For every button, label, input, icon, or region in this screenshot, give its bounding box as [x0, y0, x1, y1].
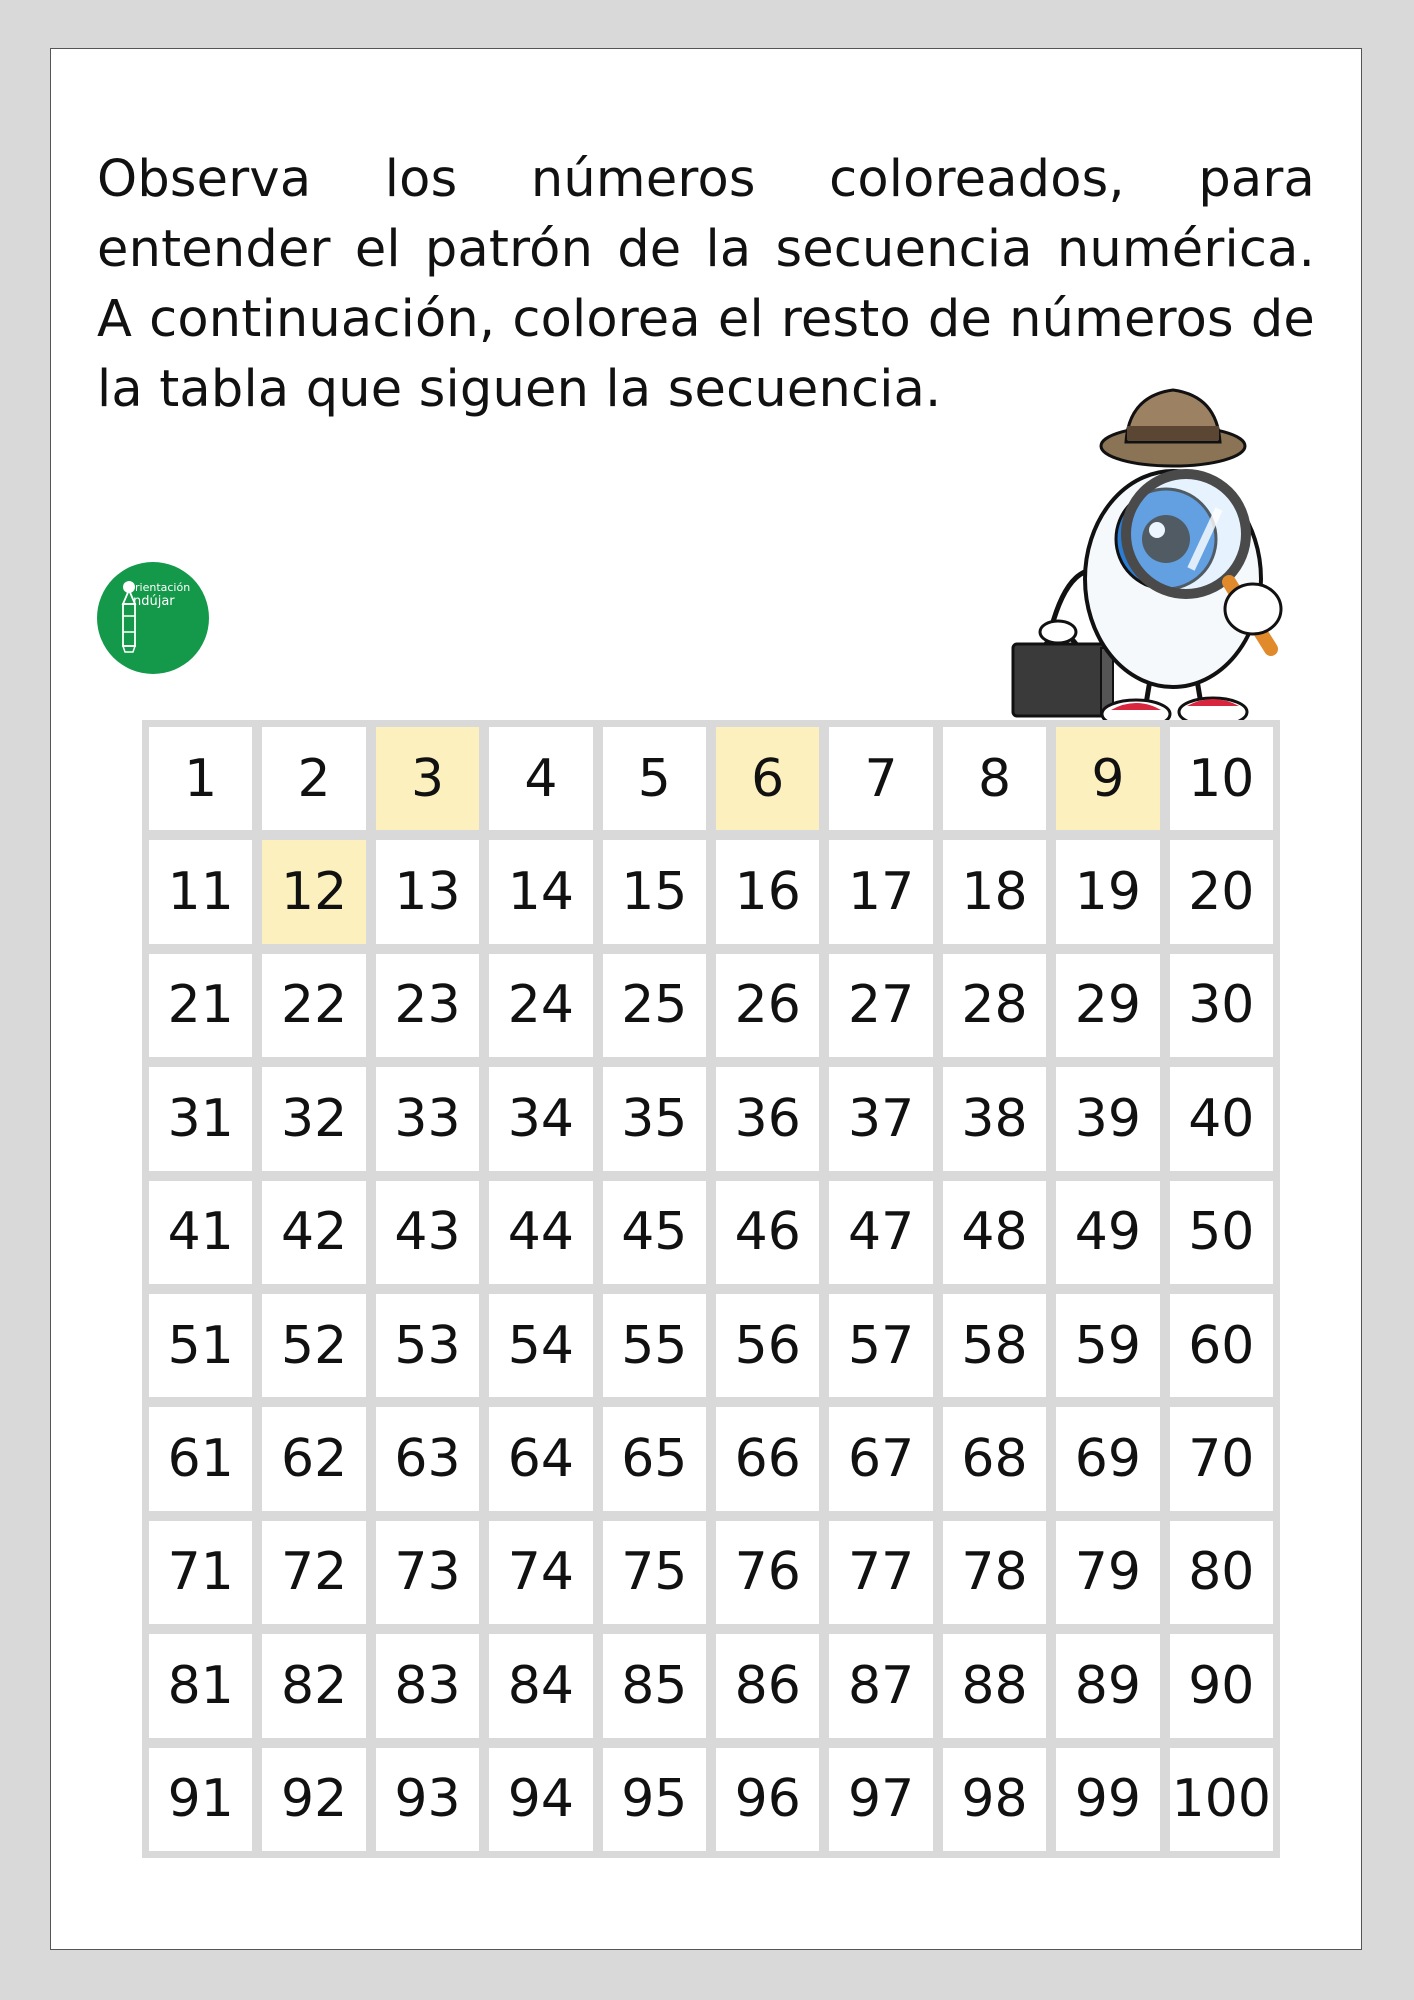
number-cell[interactable]: 78	[943, 1521, 1046, 1624]
number-cell[interactable]: 73	[376, 1521, 479, 1624]
number-cell[interactable]: 38	[943, 1067, 1046, 1170]
number-cell[interactable]: 17	[829, 840, 932, 943]
number-cell[interactable]: 59	[1056, 1294, 1159, 1397]
number-cell[interactable]: 41	[149, 1181, 252, 1284]
number-cell[interactable]: 23	[376, 954, 479, 1057]
number-cell[interactable]: 64	[489, 1407, 592, 1510]
number-cell[interactable]: 63	[376, 1407, 479, 1510]
number-cell[interactable]: 19	[1056, 840, 1159, 943]
number-cell[interactable]: 52	[262, 1294, 365, 1397]
number-cell[interactable]: 71	[149, 1521, 252, 1624]
number-cell[interactable]: 21	[149, 954, 252, 1057]
number-cell[interactable]: 53	[376, 1294, 479, 1397]
number-cell[interactable]: 39	[1056, 1067, 1159, 1170]
number-cell[interactable]: 70	[1170, 1407, 1273, 1510]
number-cell[interactable]: 4	[489, 727, 592, 830]
number-cell[interactable]: 79	[1056, 1521, 1159, 1624]
number-cell[interactable]: 97	[829, 1748, 932, 1851]
logo-text-line2: ndújar	[133, 594, 175, 609]
number-cell[interactable]: 86	[716, 1634, 819, 1737]
number-cell[interactable]: 93	[376, 1748, 479, 1851]
number-cell[interactable]: 83	[376, 1634, 479, 1737]
number-cell[interactable]: 14	[489, 840, 592, 943]
number-cell[interactable]: 26	[716, 954, 819, 1057]
number-cell[interactable]: 88	[943, 1634, 1046, 1737]
number-cell[interactable]: 80	[1170, 1521, 1273, 1624]
number-cell[interactable]: 29	[1056, 954, 1159, 1057]
number-cell[interactable]: 16	[716, 840, 819, 943]
number-cell[interactable]: 82	[262, 1634, 365, 1737]
number-cell[interactable]: 45	[603, 1181, 706, 1284]
number-cell[interactable]: 11	[149, 840, 252, 943]
number-cell[interactable]: 76	[716, 1521, 819, 1624]
number-cell[interactable]: 96	[716, 1748, 819, 1851]
number-cell[interactable]: 95	[603, 1748, 706, 1851]
number-cell[interactable]: 100	[1170, 1748, 1273, 1851]
number-cell[interactable]: 43	[376, 1181, 479, 1284]
instructions-text: Observa los números coloreados, para entender el patrón de la secuencia numérica. A continuación, colorea el resto de números de la tabla que siguen la secuencia.	[97, 150, 1315, 419]
number-cell[interactable]: 42	[262, 1181, 365, 1284]
number-cell[interactable]: 54	[489, 1294, 592, 1397]
number-cell[interactable]: 40	[1170, 1067, 1273, 1170]
number-cell-highlighted[interactable]: 3	[376, 727, 479, 830]
number-cell[interactable]: 94	[489, 1748, 592, 1851]
number-cell[interactable]: 44	[489, 1181, 592, 1284]
number-cell[interactable]: 56	[716, 1294, 819, 1397]
number-cell[interactable]: 66	[716, 1407, 819, 1510]
number-cell[interactable]: 57	[829, 1294, 932, 1397]
number-cell[interactable]: 92	[262, 1748, 365, 1851]
number-cell[interactable]: 75	[603, 1521, 706, 1624]
number-cell[interactable]: 65	[603, 1407, 706, 1510]
number-cell[interactable]: 35	[603, 1067, 706, 1170]
number-cell[interactable]: 33	[376, 1067, 479, 1170]
number-cell[interactable]: 22	[262, 954, 365, 1057]
number-cell[interactable]: 24	[489, 954, 592, 1057]
number-cell[interactable]: 10	[1170, 727, 1273, 830]
number-cell[interactable]: 34	[489, 1067, 592, 1170]
number-cell[interactable]: 20	[1170, 840, 1273, 943]
number-cell[interactable]: 2	[262, 727, 365, 830]
number-cell[interactable]: 67	[829, 1407, 932, 1510]
number-cell[interactable]: 99	[1056, 1748, 1159, 1851]
number-cell[interactable]: 87	[829, 1634, 932, 1737]
number-cell[interactable]: 18	[943, 840, 1046, 943]
number-cell[interactable]: 98	[943, 1748, 1046, 1851]
number-cell-highlighted[interactable]: 12	[262, 840, 365, 943]
number-cell[interactable]: 13	[376, 840, 479, 943]
number-cell[interactable]: 30	[1170, 954, 1273, 1057]
number-cell[interactable]: 1	[149, 727, 252, 830]
number-cell-highlighted[interactable]: 6	[716, 727, 819, 830]
number-cell[interactable]: 7	[829, 727, 932, 830]
number-cell[interactable]: 27	[829, 954, 932, 1057]
number-cell[interactable]: 46	[716, 1181, 819, 1284]
number-cell[interactable]: 74	[489, 1521, 592, 1624]
number-cell[interactable]: 77	[829, 1521, 932, 1624]
number-cell[interactable]: 58	[943, 1294, 1046, 1397]
number-cell[interactable]: 68	[943, 1407, 1046, 1510]
number-cell[interactable]: 51	[149, 1294, 252, 1397]
number-cell[interactable]: 91	[149, 1748, 252, 1851]
number-cell[interactable]: 25	[603, 954, 706, 1057]
number-cell[interactable]: 28	[943, 954, 1046, 1057]
number-cell[interactable]: 90	[1170, 1634, 1273, 1737]
number-cell[interactable]: 8	[943, 727, 1046, 830]
number-cell[interactable]: 47	[829, 1181, 932, 1284]
worksheet-page	[50, 48, 1362, 1950]
number-cell[interactable]: 89	[1056, 1634, 1159, 1737]
number-cell[interactable]: 37	[829, 1067, 932, 1170]
number-cell[interactable]: 69	[1056, 1407, 1159, 1510]
number-cell[interactable]: 81	[149, 1634, 252, 1737]
number-cell[interactable]: 72	[262, 1521, 365, 1624]
number-cell[interactable]: 49	[1056, 1181, 1159, 1284]
number-cell[interactable]: 5	[603, 727, 706, 830]
number-cell[interactable]: 50	[1170, 1181, 1273, 1284]
number-cell[interactable]: 62	[262, 1407, 365, 1510]
number-table-1-to-100	[142, 720, 1280, 1858]
number-cell[interactable]: 31	[149, 1067, 252, 1170]
number-cell[interactable]: 48	[943, 1181, 1046, 1284]
number-cell[interactable]: 32	[262, 1067, 365, 1170]
number-cell[interactable]: 61	[149, 1407, 252, 1510]
number-cell[interactable]: 85	[603, 1634, 706, 1737]
number-cell[interactable]: 84	[489, 1634, 592, 1737]
number-cell-highlighted[interactable]: 9	[1056, 727, 1159, 830]
number-cell[interactable]: 60	[1170, 1294, 1273, 1397]
number-cell[interactable]: 15	[603, 840, 706, 943]
number-cell[interactable]: 55	[603, 1294, 706, 1397]
logo-text-line1: rientación	[135, 581, 191, 594]
detective-eye-mascot-illustration	[961, 384, 1341, 734]
orientacion-andujar-logo	[97, 562, 209, 674]
number-cell[interactable]: 36	[716, 1067, 819, 1170]
